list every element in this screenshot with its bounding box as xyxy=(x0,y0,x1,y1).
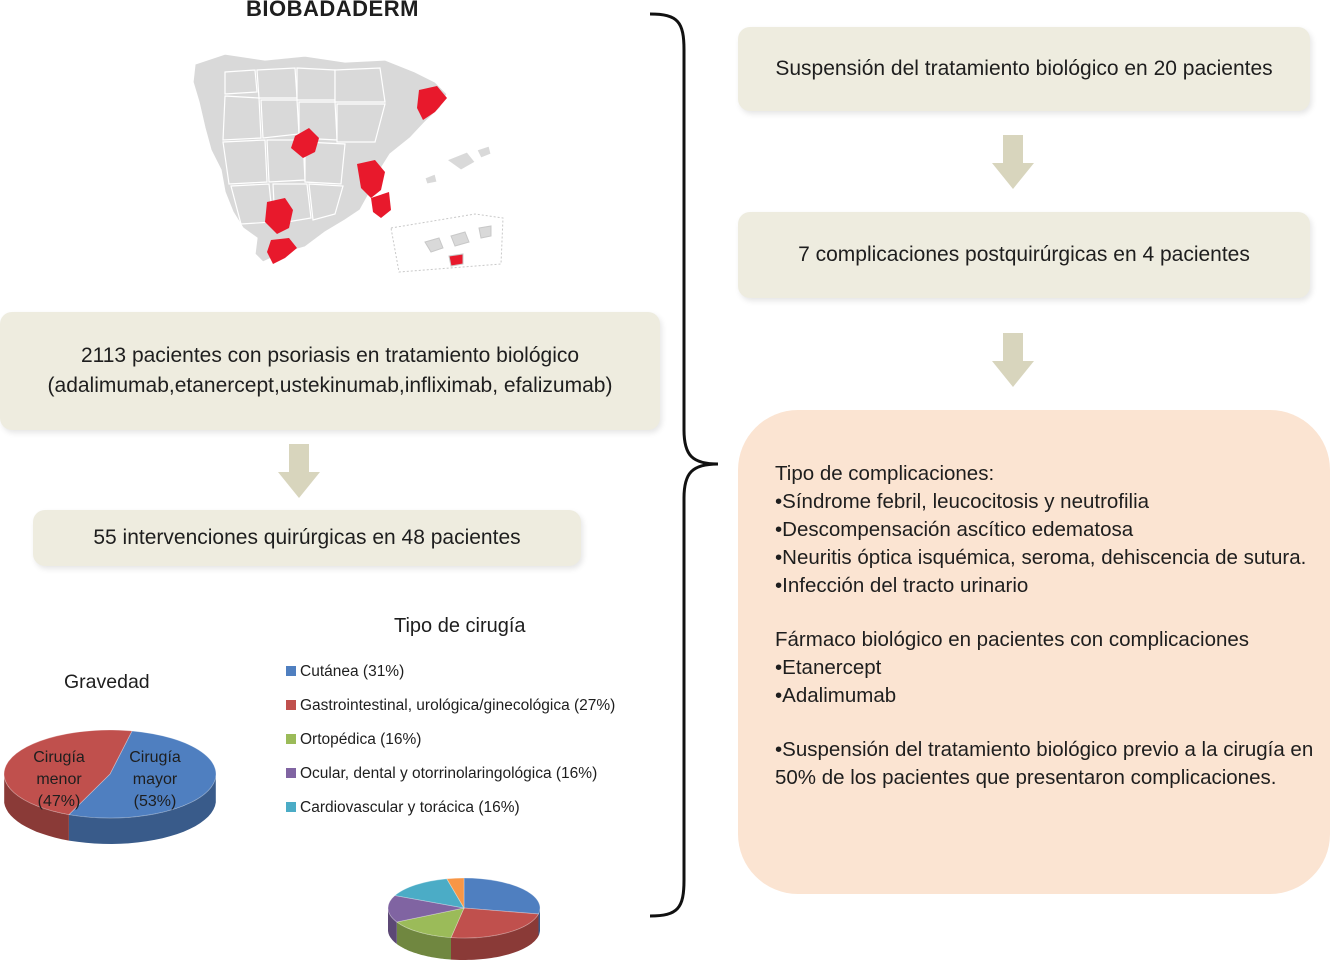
patients-line-2: (adalimumab,etanercept,ustekinumab,infliximab, efalizumab) xyxy=(47,374,613,397)
legend-label: Ocular, dental y otorrinolaringológica (16%) xyxy=(300,765,598,782)
legend-item xyxy=(286,798,520,818)
legend-label: Cutánea (31%) xyxy=(300,663,405,680)
type-item: •Neuritis óptica isquémica, seroma, dehiscencia de sutura. xyxy=(775,546,1307,569)
type-item: •Síndrome febril, leucocitosis y neutrofilia xyxy=(775,490,1150,513)
legend-label: Ortopédica (16%) xyxy=(300,731,422,748)
suspension-text: Suspensión del tratamiento biológico en 20 pacientes xyxy=(775,57,1273,80)
pie-label-menor: Cirugía menor (47%) xyxy=(33,749,85,810)
legend-label: Gastrointestinal, urológica/ginecológica (27%) xyxy=(300,697,616,714)
canary-inset xyxy=(391,214,503,272)
curly-brace xyxy=(648,10,718,922)
suspension-box xyxy=(738,27,1310,111)
suspension-note: •Suspensión del tratamiento biológico previo a la cirugía en 50% de los pacientes que presentaron complicaciones. xyxy=(775,738,1314,789)
down-arrow-icon xyxy=(992,135,1034,189)
complications-box xyxy=(738,212,1310,298)
surgery-pie-chart xyxy=(384,872,544,968)
drugs-title: Fármaco biológico en pacientes con complicaciones xyxy=(775,628,1250,651)
surgery-chart-title: Tipo de cirugía xyxy=(394,615,526,637)
types-title: Tipo de complicaciones: xyxy=(775,462,995,485)
legend-swatch xyxy=(286,700,296,710)
legend-item xyxy=(286,696,615,716)
down-arrow-icon xyxy=(992,333,1034,387)
gravity-chart-title: Gravedad xyxy=(64,671,150,693)
spain-mainland xyxy=(193,54,447,262)
interventions-text: 55 intervenciones quirúrgicas en 48 pacientes xyxy=(93,526,521,549)
drug-item: •Adalimumab xyxy=(775,684,897,707)
spain-map-icon xyxy=(185,42,515,282)
down-arrow-icon xyxy=(278,444,320,498)
type-item: •Infección del tracto urinario xyxy=(775,574,1029,597)
patients-line-1: 2113 pacientes con psoriasis en tratamiento biológico xyxy=(80,344,580,367)
complications-details xyxy=(738,410,1330,894)
legend-swatch xyxy=(286,666,296,676)
legend-label: Cardiovascular y torácica (16%) xyxy=(300,799,520,816)
interventions-box xyxy=(33,510,581,566)
legend-item xyxy=(286,730,421,750)
patients-box xyxy=(0,312,660,430)
drug-item: •Etanercept xyxy=(775,656,882,679)
type-item: •Descompensación ascítico edematosa xyxy=(775,518,1134,541)
legend-swatch xyxy=(286,802,296,812)
complications-text: 7 complicaciones postquirúrgicas en 4 pacientes xyxy=(798,243,1250,266)
legend-item xyxy=(286,764,597,784)
page-title: BIOBADADERM xyxy=(246,0,419,21)
legend-item xyxy=(286,662,404,682)
pie-label-mayor: Cirugía mayor (53%) xyxy=(129,749,181,810)
legend-swatch xyxy=(286,768,296,778)
legend-swatch xyxy=(286,734,296,744)
